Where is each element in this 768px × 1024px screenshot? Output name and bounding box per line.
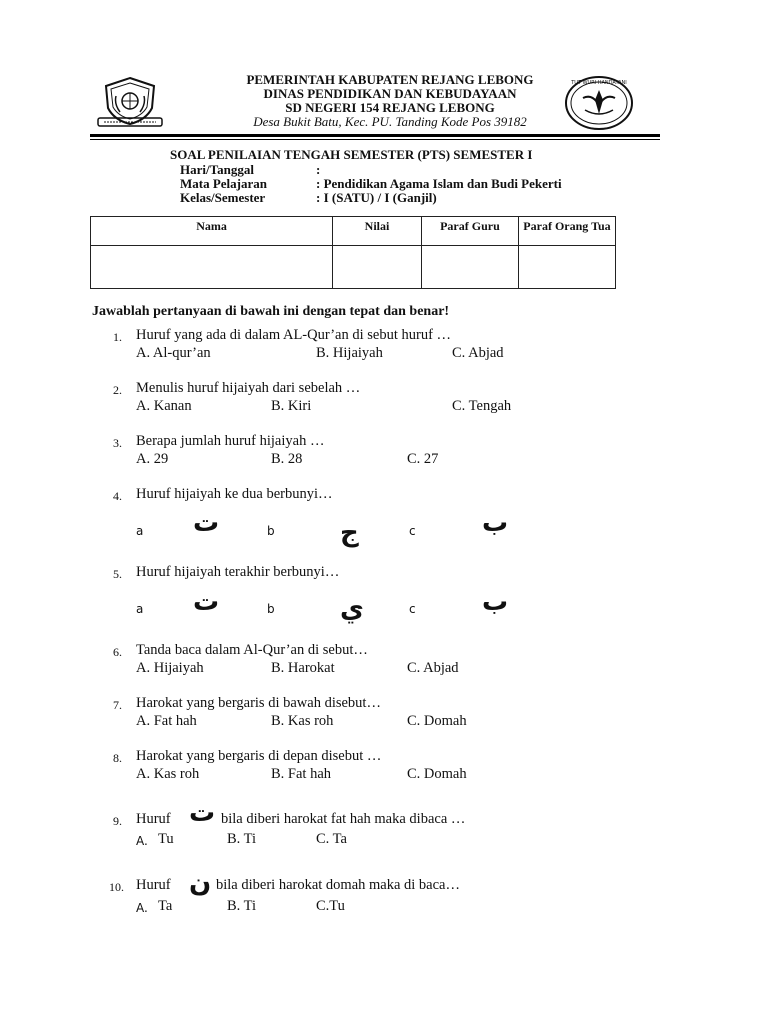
- question-number: 10.: [109, 880, 124, 894]
- arabic-letter-ta: ت: [193, 508, 220, 538]
- question-prefix: Huruf: [136, 811, 171, 827]
- cell-score[interactable]: [333, 246, 422, 289]
- header-department: DINAS PENDIDIKAN DAN KEBUDAYAAN: [263, 86, 517, 101]
- question-text: Tanda baca dalam Al-Qur’an di sebut…: [136, 642, 368, 658]
- question-text: Berapa jumlah huruf hijaiyah …: [136, 433, 325, 449]
- question-text: bila diberi harokat fat hah maka dibaca …: [221, 811, 466, 827]
- option-c[interactable]: C. Abjad: [407, 660, 459, 676]
- header-rule-thin: [90, 139, 660, 140]
- exam-title: SOAL PENILAIAN TENGAH SEMESTER (PTS) SEMESTER I: [170, 147, 533, 162]
- option-a-label[interactable]: A.: [136, 901, 148, 915]
- regency-emblem-icon: [96, 74, 164, 130]
- option-a[interactable]: Tu: [158, 831, 174, 847]
- question-text: Harokat yang bergaris di depan disebut …: [136, 748, 382, 764]
- question-text: Harokat yang bergaris di bawah disebut…: [136, 695, 381, 711]
- header-school: SD NEGERI 154 REJANG LEBONG: [285, 100, 495, 115]
- arabic-letter-ta: ت: [189, 798, 216, 828]
- option-a[interactable]: A. Kas roh: [136, 766, 200, 782]
- option-a-label[interactable]: A.: [136, 834, 148, 848]
- field-label-subject: Mata Pelajaran: [180, 176, 268, 191]
- option-c-label[interactable]: c: [409, 602, 416, 616]
- option-a[interactable]: Ta: [158, 898, 173, 914]
- header-rule-thick: [90, 134, 660, 137]
- question-number: 1.: [113, 330, 122, 344]
- option-c[interactable]: C. Tengah: [452, 398, 512, 414]
- option-a[interactable]: A. Fat hah: [136, 713, 197, 729]
- option-b-label[interactable]: b: [267, 524, 275, 538]
- option-a[interactable]: A. Kanan: [136, 398, 192, 414]
- arabic-letter-ba: ب: [482, 587, 509, 617]
- field-value-class: : I (SATU) / I (Ganjil): [316, 190, 437, 205]
- question-number: 8.: [113, 751, 122, 765]
- question-number: 6.: [113, 645, 122, 659]
- header-address: Desa Bukit Batu, Kec. PU. Tanding Kode Pos 39182: [253, 114, 527, 129]
- question-text: Huruf yang ada di dalam AL-Qur’an di sebut huruf …: [136, 327, 452, 343]
- option-b[interactable]: B. Ti: [227, 831, 257, 847]
- col-score: Nilai: [333, 217, 422, 246]
- option-c[interactable]: C. Ta: [316, 831, 347, 847]
- question-text: bila diberi harokat domah maka di baca…: [216, 877, 460, 893]
- col-parent-sign: Paraf Orang Tua: [518, 217, 615, 246]
- question-number: 3.: [113, 436, 122, 450]
- arabic-letter-jim: ج: [340, 518, 359, 548]
- header-government: PEMERINTAH KABUPATEN REJANG LEBONG: [246, 72, 534, 87]
- option-c[interactable]: C. 27: [407, 451, 439, 467]
- option-b[interactable]: B. Kiri: [271, 398, 312, 414]
- cell-name[interactable]: [91, 246, 333, 289]
- arabic-letter-ta: ت: [193, 587, 220, 617]
- question-text: Huruf hijaiyah terakhir berbunyi…: [136, 564, 340, 580]
- question-number: 7.: [113, 698, 122, 712]
- option-b[interactable]: B. Kas roh: [271, 713, 334, 729]
- option-b[interactable]: B. Harokat: [271, 660, 335, 676]
- option-c-label[interactable]: c: [409, 524, 416, 538]
- option-c[interactable]: C. Domah: [407, 713, 467, 729]
- option-c[interactable]: C. Abjad: [452, 345, 504, 361]
- field-label-class: Kelas/Semester: [180, 190, 266, 205]
- question-number: 4.: [113, 489, 122, 503]
- col-teacher-sign: Paraf Guru: [421, 217, 518, 246]
- field-value-subject: : Pendidikan Agama Islam dan Budi Pekerti: [316, 176, 562, 191]
- option-a-label[interactable]: a: [136, 602, 144, 616]
- option-a-label[interactable]: a: [136, 524, 144, 538]
- arabic-letter-ba: ب: [482, 508, 509, 538]
- student-info-table: [90, 216, 616, 289]
- option-a[interactable]: A. Hijaiyah: [136, 660, 204, 676]
- arabic-letter-nun: ن: [189, 868, 212, 898]
- field-value-date: :: [316, 162, 321, 177]
- instruction: Jawablah pertanyaan di bawah ini dengan tepat dan benar!: [92, 304, 450, 319]
- option-b[interactable]: B. Hijaiyah: [316, 345, 383, 361]
- option-b[interactable]: B. 28: [271, 451, 303, 467]
- question-number: 5.: [113, 567, 122, 581]
- option-a[interactable]: A. Al-qur’an: [136, 345, 211, 361]
- question-text: Huruf hijaiyah ke dua berbunyi…: [136, 486, 333, 502]
- arabic-letter-ya: ي: [340, 594, 364, 624]
- option-a[interactable]: A. 29: [136, 451, 169, 467]
- question-number: 2.: [113, 383, 122, 397]
- col-name: Nama: [91, 217, 333, 246]
- option-b-label[interactable]: b: [267, 602, 275, 616]
- cell-teacher-sign[interactable]: [421, 246, 518, 289]
- right-logo-text: TUT WURI HANDAYANI: [571, 80, 627, 86]
- option-c[interactable]: C.Tu: [316, 898, 345, 914]
- cell-parent-sign[interactable]: [518, 246, 615, 289]
- field-label-date: Hari/Tanggal: [180, 162, 254, 177]
- option-c[interactable]: C. Domah: [407, 766, 467, 782]
- question-text: Menulis huruf hijaiyah dari sebelah …: [136, 380, 361, 396]
- option-b[interactable]: B. Fat hah: [271, 766, 332, 782]
- question-prefix: Huruf: [136, 877, 171, 893]
- option-b[interactable]: B. Ti: [227, 898, 257, 914]
- question-number: 9.: [113, 814, 122, 828]
